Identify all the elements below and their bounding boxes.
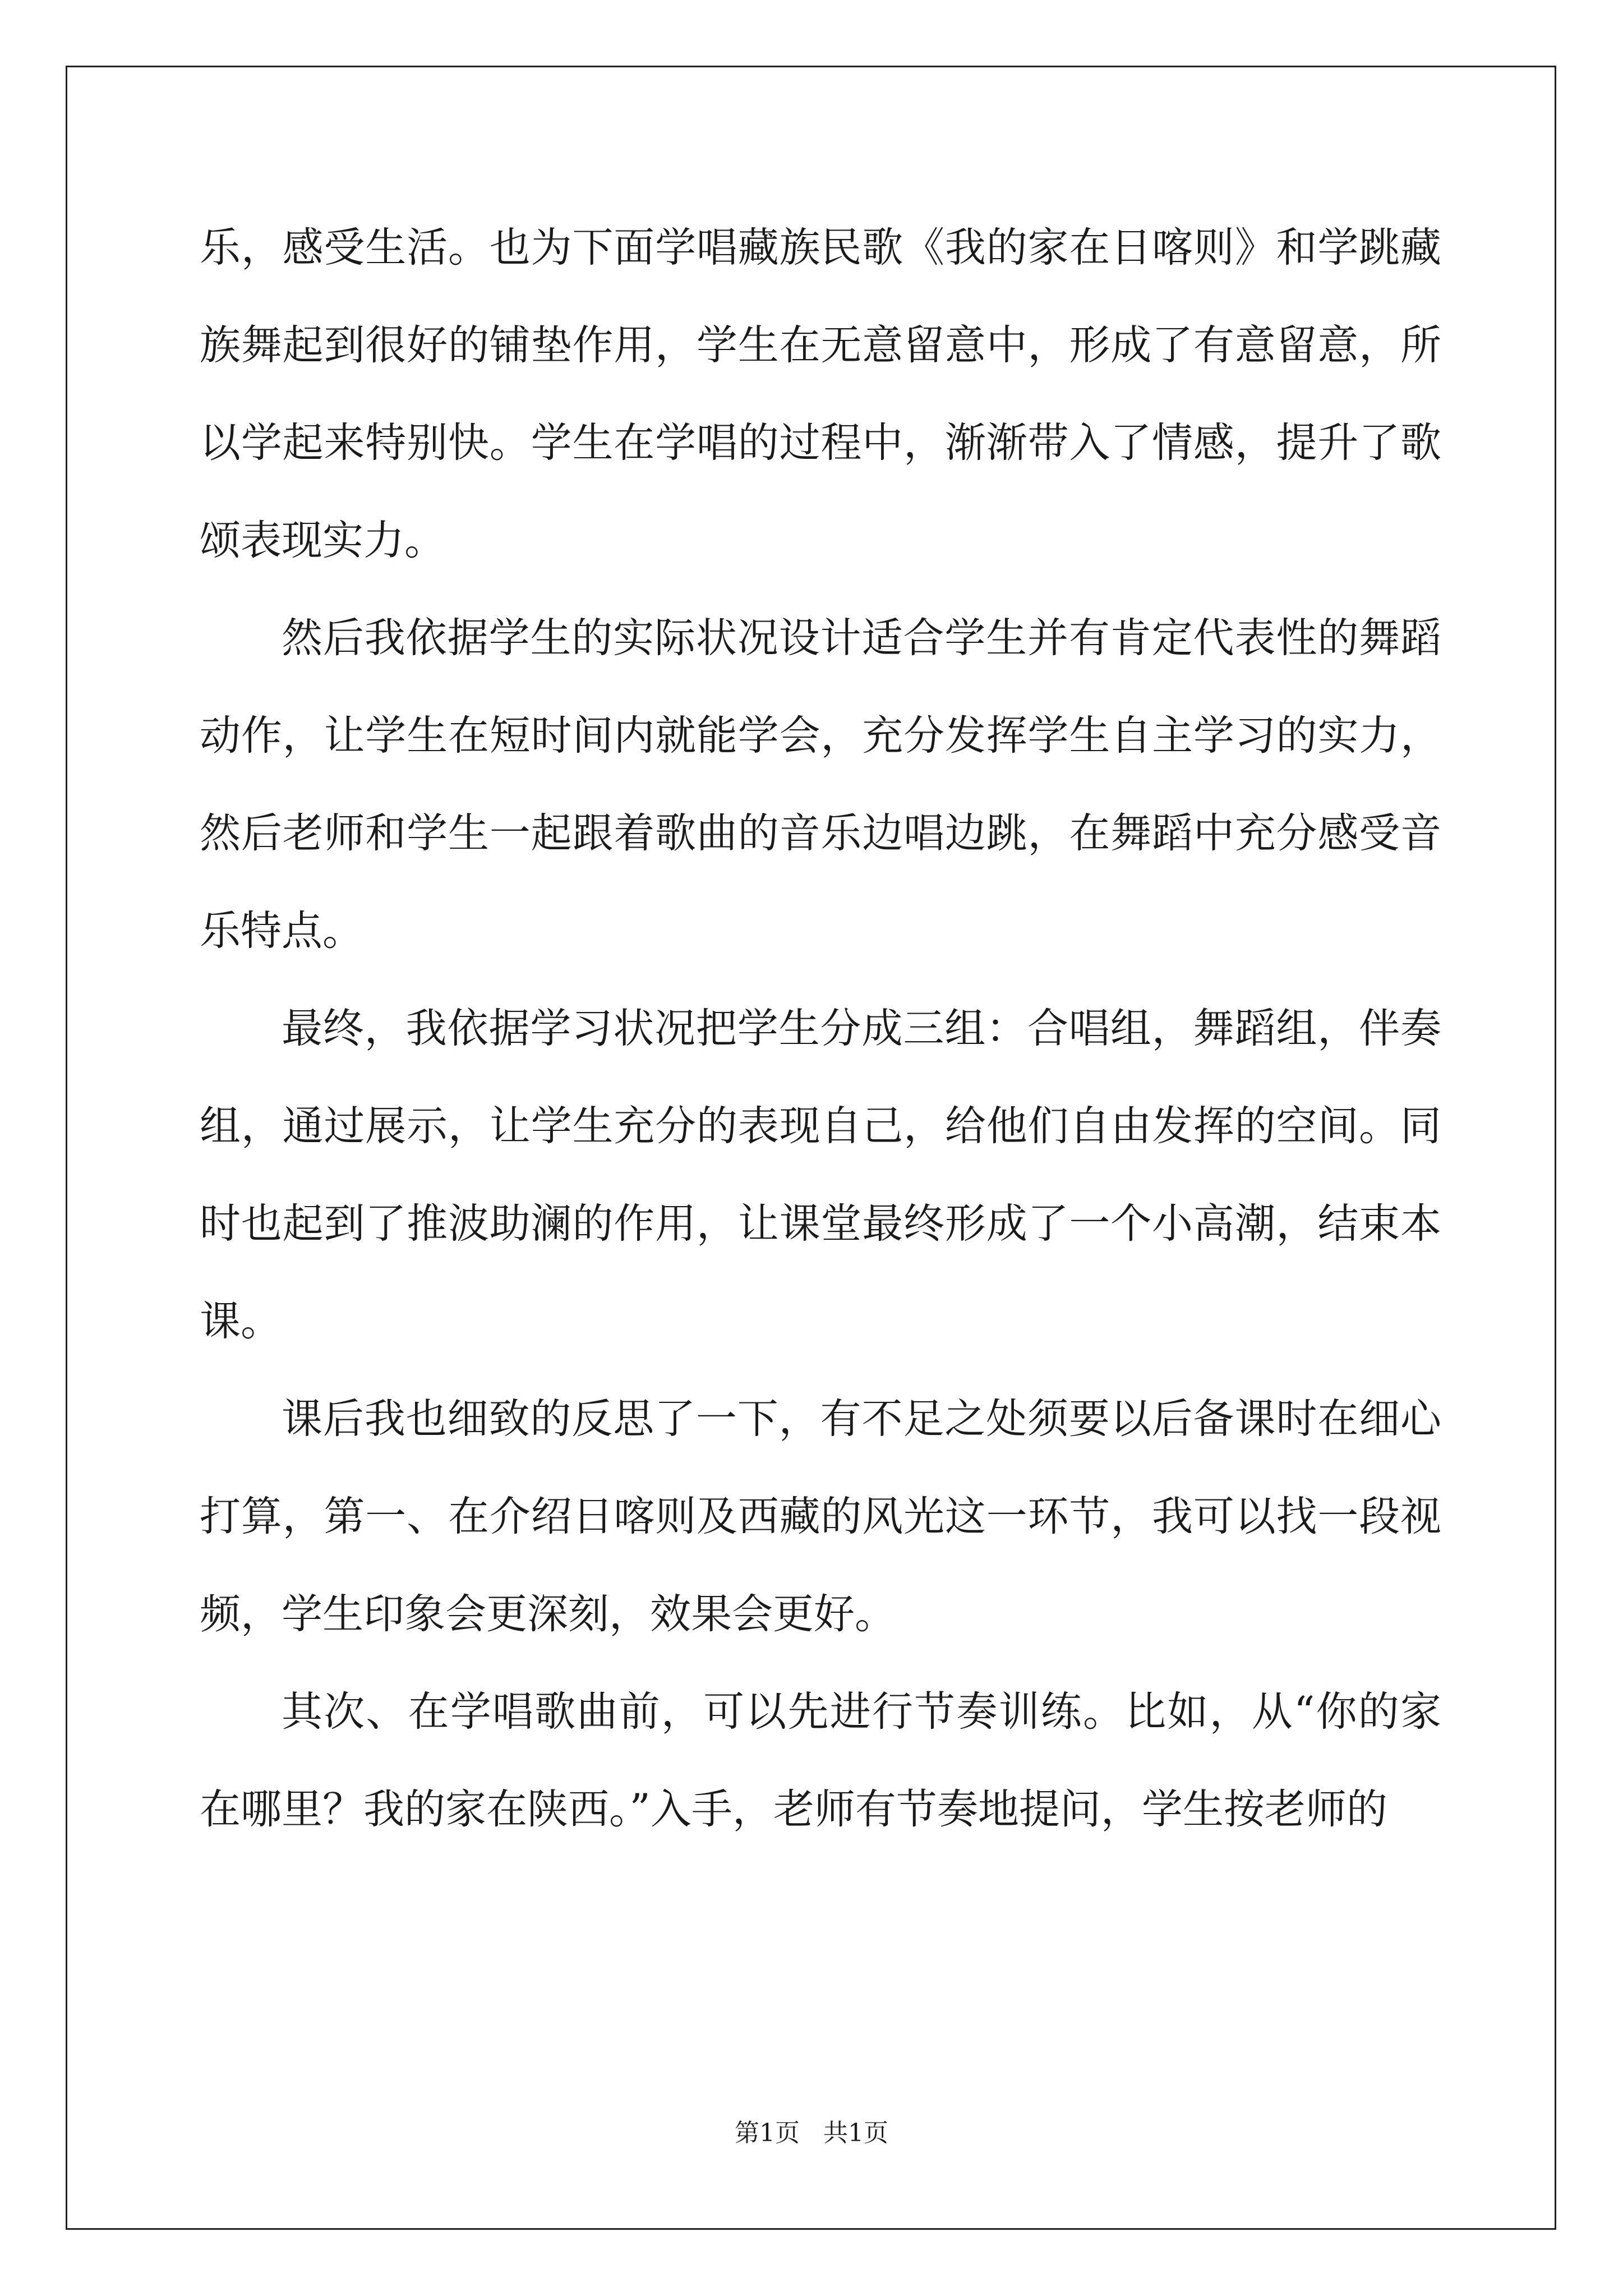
paragraph-4: 课后我也细致的反思了一下，有不足之处须要以后备课时在细心打算，第一、在介绍日喀则及西藏的风光这一环节，我可以找一段视频，学生印象会更深刻，效果会更好。 (200, 1395, 1441, 1638)
paragraph-3: 最终，我依据学习状况把学生分成三组：合唱组，舞蹈组，伴奏组，通过展示，让学生充分的表现自己，给他们自由发挥的空间。同时也起到了推波助澜的作用，让课堂最终形成了一个小高潮，结束本课。 (200, 1005, 1441, 1345)
page-footer: 第1页 共1页 (735, 2119, 888, 2147)
paragraph-5: 其次、在学唱歌曲前，可以先进行节奏训练。比如，从“你的家在哪里？我的家在陕西。”入手，老师有节奏地提问，学生按老师的 (200, 1688, 1441, 1833)
document-body (200, 199, 1441, 1858)
paragraph-1: 乐，感受生活。也为下面学唱藏族民歌《我的家在日喀则》和学跳藏族舞起到很好的铺垫作用，学生在无意留意中，形成了有意留意，所以学起来特别快。学生在学唱的过程中，渐渐带入了情感，提升了歌颂表现实力。 (200, 224, 1441, 564)
paragraph-2: 然后我依据学生的实际状况设计适合学生并有肯定代表性的舞蹈动作，让学生在短时间内就能学会，充分发挥学生自主学习的实力，然后老师和学生一起跟着歌曲的音乐边唱边跳，在舞蹈中充分感受音乐特点。 (200, 614, 1441, 955)
